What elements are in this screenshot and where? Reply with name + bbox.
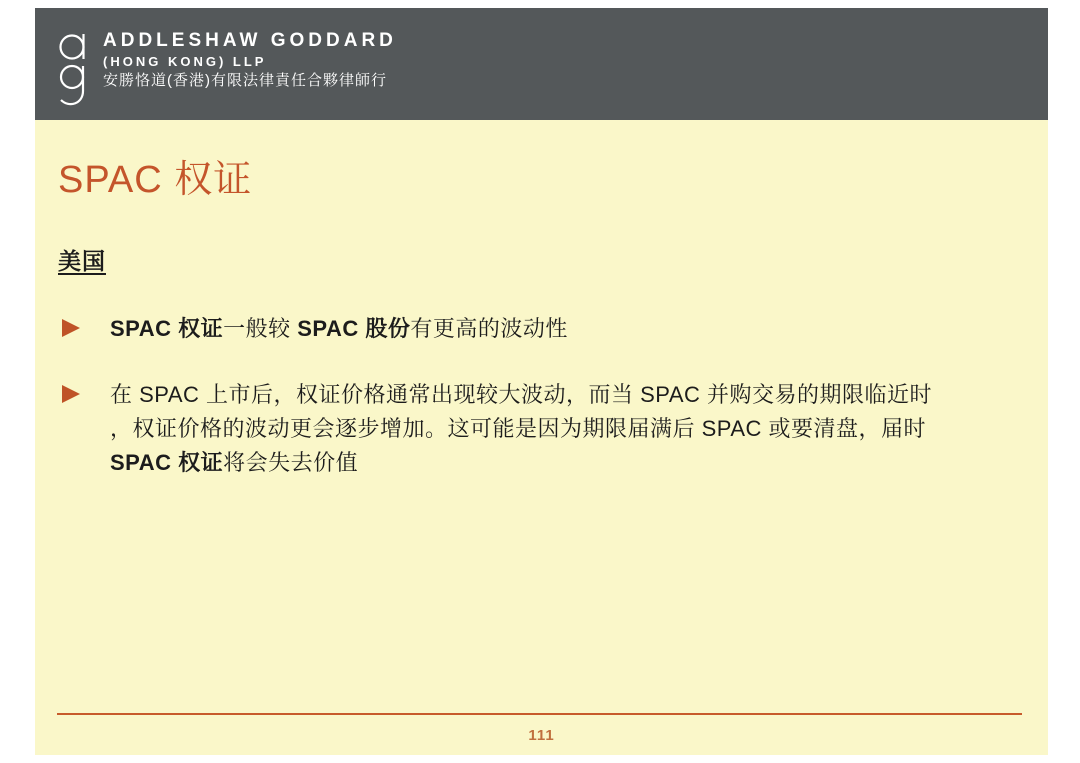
footer-rule	[57, 713, 1022, 715]
firm-logo-ag-monogram-icon	[57, 28, 103, 114]
slide-title: SPAC 权证	[58, 159, 253, 201]
bullet-arrow-icon	[62, 319, 80, 337]
slide	[35, 8, 1048, 755]
page-number: 111	[528, 727, 555, 744]
bullet-item	[58, 312, 1024, 346]
section-heading: 美国	[58, 248, 106, 274]
firm-subtitle: (HONG KONG) LLP	[103, 53, 267, 69]
bullet-arrow-icon	[62, 385, 80, 403]
slide-header	[35, 8, 1048, 120]
slide-body	[35, 120, 1048, 755]
bullet-list	[58, 312, 1024, 480]
firm-chinese-name: 安勝恪道(香港)有限法律責任合夥律師行	[103, 71, 387, 89]
bullet-text: 在 SPAC 上市后，权证价格通常出现较大波动，而当 SPAC 并购交易的期限临近时 ，权证价格的波动更会逐步增加。这可能是因为期限届满后 SPAC 或要清盘，届时 SPAC 权证将会失去价值	[110, 382, 933, 475]
bullet-item	[58, 378, 1024, 480]
firm-name: ADDLESHAW GODDARD	[103, 30, 397, 51]
bullet-text: SPAC 权证一般较 SPAC 股份有更高的波动性	[110, 316, 568, 341]
firm-text-block	[103, 28, 397, 90]
